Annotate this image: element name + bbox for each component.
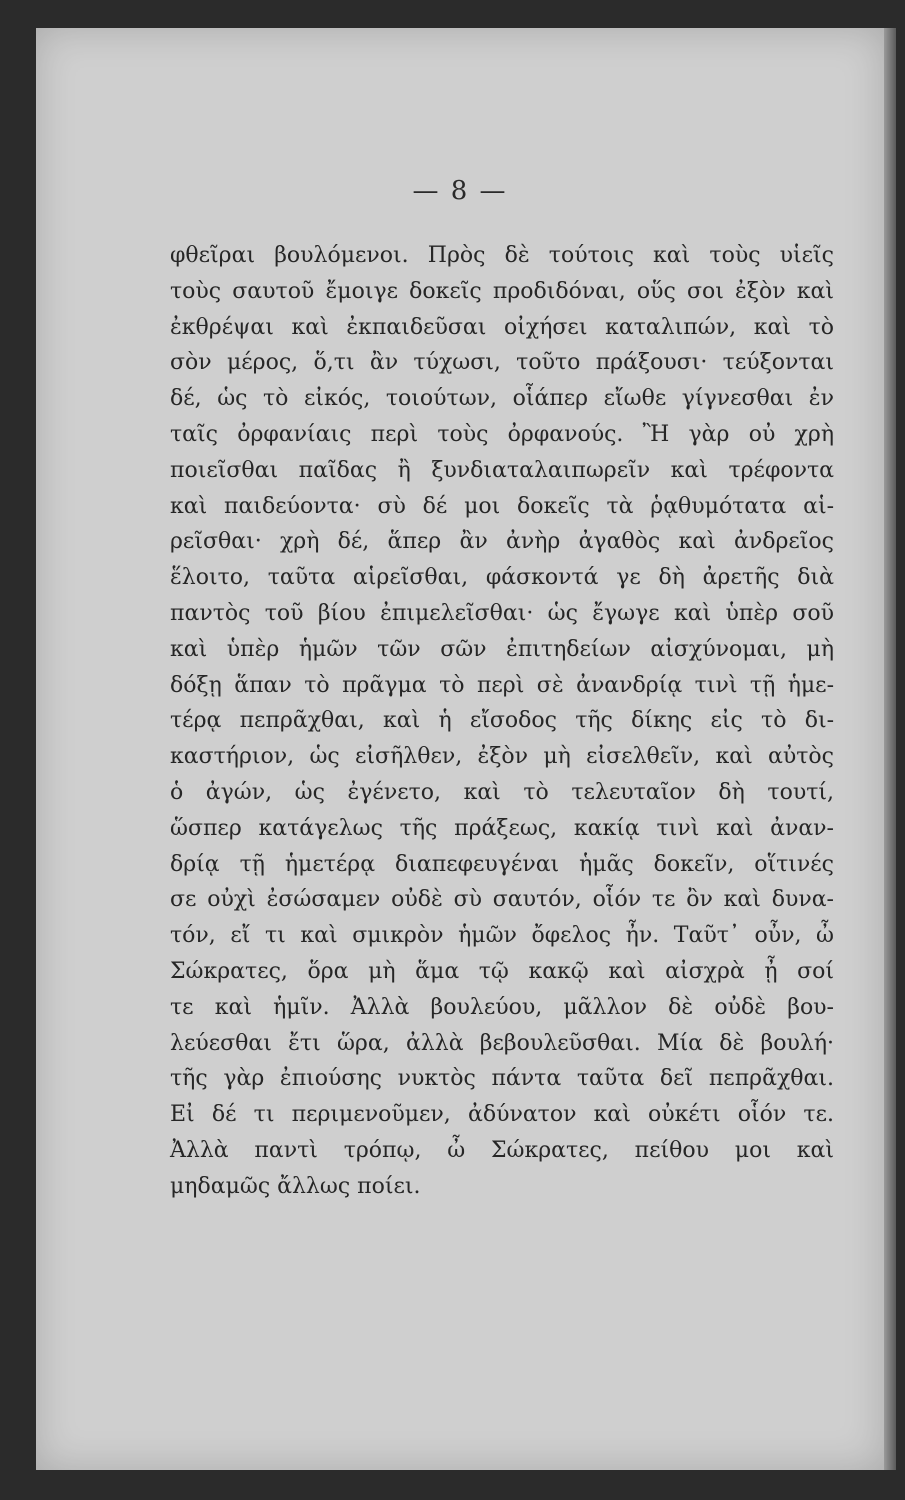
text-line: τοὺς σαυτοῦ ἔμοιγε δοκεῖς προδιδόναι, οὕς σοι ἐξὸν καὶ bbox=[170, 278, 834, 304]
text-line: δόξῃ ἅπαν τὸ πρᾶγμα τὸ περὶ σὲ ἀνανδρίᾳ τινὶ τῇ ἡμε- bbox=[170, 672, 834, 698]
text-line: ρεῖσθαι· χρὴ δέ, ἅπερ ἂν ἀνὴρ ἀγαθὸς καὶ ἀνδρεῖος bbox=[170, 529, 834, 555]
text-line: ποιεῖσθαι παῖδας ἢ ξυνδιαταλαιπωρεῖν καὶ τρέφοντα bbox=[170, 457, 834, 483]
text-line: δρίᾳ τῇ ἡμετέρᾳ διαπεφευγέναι ἡμᾶς δοκεῖν, οἵτινές bbox=[170, 851, 834, 877]
text-line: ὥσπερ κατάγελως τῆς πράξεως, κακίᾳ τινὶ καὶ ἀναν- bbox=[170, 815, 834, 841]
text-line: ταῖς ὀρφανίαις περὶ τοὺς ὀρφανούς. Ἢ γὰρ οὐ χρὴ bbox=[170, 421, 834, 447]
text-line: ἐκθρέψαι καὶ ἐκπαιδεῦσαι οἰχήσει καταλιπών, καὶ τὸ bbox=[170, 314, 834, 340]
text-line: τε καὶ ἡμῖν. Ἀλλὰ βουλεύου, μᾶλλον δὲ οὐδὲ βου- bbox=[170, 994, 834, 1020]
greek-text-block bbox=[170, 238, 834, 1205]
text-line: τόν, εἴ τι καὶ σμικρὸν ἡμῶν ὄφελος ἦν. Ταῦτ᾽ οὖν, ὦ bbox=[170, 923, 834, 949]
text-line: Σώκρατες, ὅρα μὴ ἅμα τῷ κακῷ καὶ αἰσχρὰ ᾖ σοί bbox=[170, 958, 834, 984]
text-line: μηδαμῶς ἄλλως ποίει. bbox=[170, 1173, 421, 1199]
text-line: δέ, ὡς τὸ εἰκός, τοιούτων, οἷάπερ εἴωθε γίγνεσθαι ἐν bbox=[170, 386, 834, 412]
text-line: ἕλοιτο, ταῦτα αἱρεῖσθαι, φάσκοντά γε δὴ ἀρετῆς διὰ bbox=[170, 565, 834, 591]
text-line: σε οὐχὶ ἐσώσαμεν οὐδὲ σὺ σαυτόν, οἷόν τε ὂν καὶ δυνα- bbox=[170, 887, 834, 913]
text-line: σὸν μέρος, ὅ,τι ἂν τύχωσι, τοῦτο πράξουσι· τεύξονται bbox=[170, 350, 834, 376]
text-line: λεύεσθαι ἔτι ὥρα, ἀλλὰ βεβουλεῦσθαι. Μία δὲ βουλή· bbox=[170, 1030, 834, 1056]
text-line: Ἀλλὰ παντὶ τρόπῳ, ὦ Σώκρατες, πείθου μοι καὶ bbox=[170, 1137, 834, 1163]
text-line: παντὸς τοῦ βίου ἐπιμελεῖσθαι· ὡς ἔγωγε καὶ ὑπὲρ σοῦ bbox=[170, 600, 834, 626]
page-edge bbox=[884, 28, 896, 1470]
text-line: φθεῖραι βουλόμενοι. Πρὸς δὲ τούτοις καὶ τοὺς υἱεῖς bbox=[170, 243, 834, 268]
text-line: τέρᾳ πεπρᾶχθαι, καὶ ἡ εἴσοδος τῆς δίκης εἰς τὸ δι- bbox=[170, 708, 834, 734]
text-line: ὁ ἀγών, ὡς ἐγένετο, καὶ τὸ τελευταῖον δὴ τουτί, bbox=[170, 779, 834, 805]
text-line: Εἰ δέ τι περιμενοῦμεν, ἀδύνατον καὶ οὐκέτι οἷόν τε. bbox=[170, 1102, 834, 1128]
book-page bbox=[36, 28, 884, 1470]
page-number: — 8 — bbox=[412, 176, 508, 206]
text-line: καὶ ὑπὲρ ἡμῶν τῶν σῶν ἐπιτηδείων αἰσχύνομαι, μὴ bbox=[170, 636, 834, 662]
text-line: καστήριον, ὡς εἰσῆλθεν, ἐξὸν μὴ εἰσελθεῖν, καὶ αὐτὸς bbox=[170, 744, 834, 770]
text-line: καὶ παιδεύοντα· σὺ δέ μοι δοκεῖς τὰ ῥᾳθυμότατα αἱ- bbox=[170, 493, 834, 519]
text-line: τῆς γὰρ ἐπιούσης νυκτὸς πάντα ταῦτα δεῖ πεπρᾶχθαι. bbox=[170, 1066, 834, 1092]
